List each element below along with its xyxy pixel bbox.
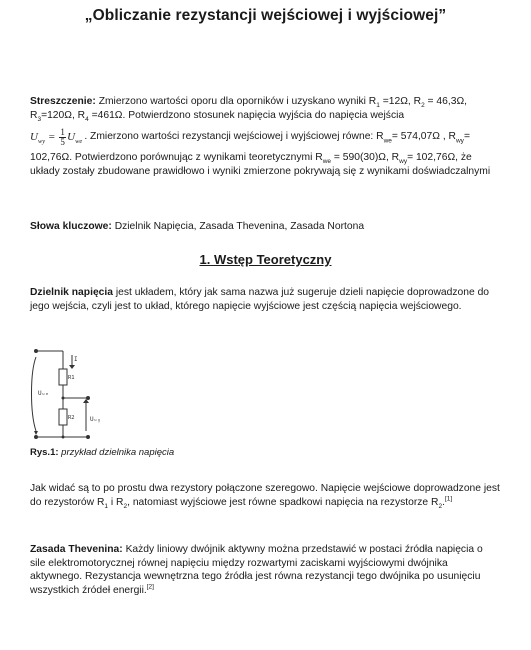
keywords-label: Słowa kluczowe: [30, 221, 112, 232]
abstract-text: = 102,76Ω. Potwierdzono porównując z wynikami teoretycznymi R [30, 131, 470, 164]
section-heading [0, 252, 531, 267]
formula-fraction [59, 128, 66, 147]
ratio-formula [30, 128, 82, 147]
series-text: . [442, 496, 445, 508]
abstract-text: = 46,3Ω, R [30, 96, 468, 121]
figure-caption [30, 447, 174, 458]
document-title: „Obliczanie rezystancji wejściowej i wyjściowej” [84, 7, 447, 24]
series-text: , natomiast wyjściowe jest równe spadkowi napięcia na rezystorze R [127, 496, 439, 508]
subscript: 3 [37, 115, 42, 123]
keywords-paragraph [30, 220, 500, 234]
series-text: i R [108, 496, 124, 508]
abstract-label: Streszczenie: [30, 96, 96, 107]
citation-ref: [1] [444, 495, 453, 503]
r2-label: R2 [68, 415, 75, 421]
section-number: 1. [199, 252, 211, 267]
subscript: 2 [421, 102, 425, 110]
citation-ref: [2] [146, 583, 154, 591]
caption-text: przykład dzielnika napięcia [58, 447, 175, 458]
subscript: 1 [376, 102, 380, 110]
section-title: Wstęp Teoretyczny [213, 252, 332, 267]
series-paragraph [30, 482, 500, 509]
abstract-text: =12Ω, R [379, 96, 422, 107]
subscript: we [383, 137, 392, 145]
abstract-text: Zmierzono wartości oporu dla oporników i uzyskano wyniki R [95, 96, 377, 107]
formula-symbol: U [30, 131, 38, 144]
subscript: 4 [85, 115, 89, 123]
formula-subscript: we [75, 138, 83, 146]
subscript: wy [399, 158, 408, 166]
formula-symbol: U [67, 131, 76, 144]
abstract-text: =120Ω, R [41, 109, 86, 121]
divider-label: Dzielnik napięcia [30, 287, 113, 298]
subscript: 2 [438, 502, 443, 510]
formula-equals: = [45, 131, 59, 144]
abstract-text: = 574,07Ω , R [391, 131, 456, 143]
abstract-text: =461Ω. Potwierdzono stosunek napięcia wyjścia do napięcia wejścia [88, 109, 405, 121]
subscript: 1 [104, 502, 109, 510]
formula-subscript: wy [37, 138, 46, 146]
subscript: wy [455, 137, 464, 145]
abstract-text: = 590(30)Ω, R [331, 152, 400, 164]
uwe-label: Uᵤₑ [38, 390, 49, 397]
subscript: 2 [123, 502, 128, 510]
r1-label: R1 [68, 375, 75, 381]
abstract-text: = 102,76Ω, że układy zostały zbudowane prawidłowo i wyniki zmierzone pokrywają się z wynikami doświadczalnymi [30, 152, 491, 177]
thevenin-label: Zasada Thevenina: [30, 544, 123, 555]
fraction-denominator: 5 [60, 137, 65, 148]
series-text: Jak widać są to po prostu dwa rezystory połączone szeregowo. Napięcie wejściowe doprowadzone jest do rezystorów R [30, 483, 500, 508]
thevenin-paragraph [30, 543, 500, 597]
divider-text: jest układem, który jak sama nazwa już sugeruje dzieli napięcie doprowadzone do jego wejścia, czyli jest to układ, którego napięcie wyjściowe jest częścią napięcia wejściowego. [30, 287, 490, 312]
subscript: we [322, 158, 332, 166]
keywords-text: Dzielnik Napięcia, Zasada Thevenina, Zasada Nortona [111, 221, 365, 232]
current-label: I [74, 356, 78, 363]
divider-paragraph [30, 286, 500, 313]
abstract-text: . Zmierzono wartości rezystancji wejściowej i wyjściowej równe: R [84, 131, 384, 143]
fraction-numerator: 1 [60, 127, 65, 138]
voltage-divider-circuit [28, 343, 128, 443]
caption-label: Rys.1: [30, 447, 59, 458]
abstract-paragraph [30, 95, 500, 178]
uwy-label: Uᵤᵧ [90, 416, 101, 423]
thevenin-text: Każdy liniowy dwójnik aktywny można przedstawić w postaci źródła napięcia o sile elektromotorycznej równej napięciu między rozwartymi zaciskami wyjściowymi dwójnika aktywnego. Rezystancja wewnętrzna tego źródła jest równa rezystancji tego dwójnika po usunięciu wszystkich źródeł energii. [30, 544, 483, 596]
